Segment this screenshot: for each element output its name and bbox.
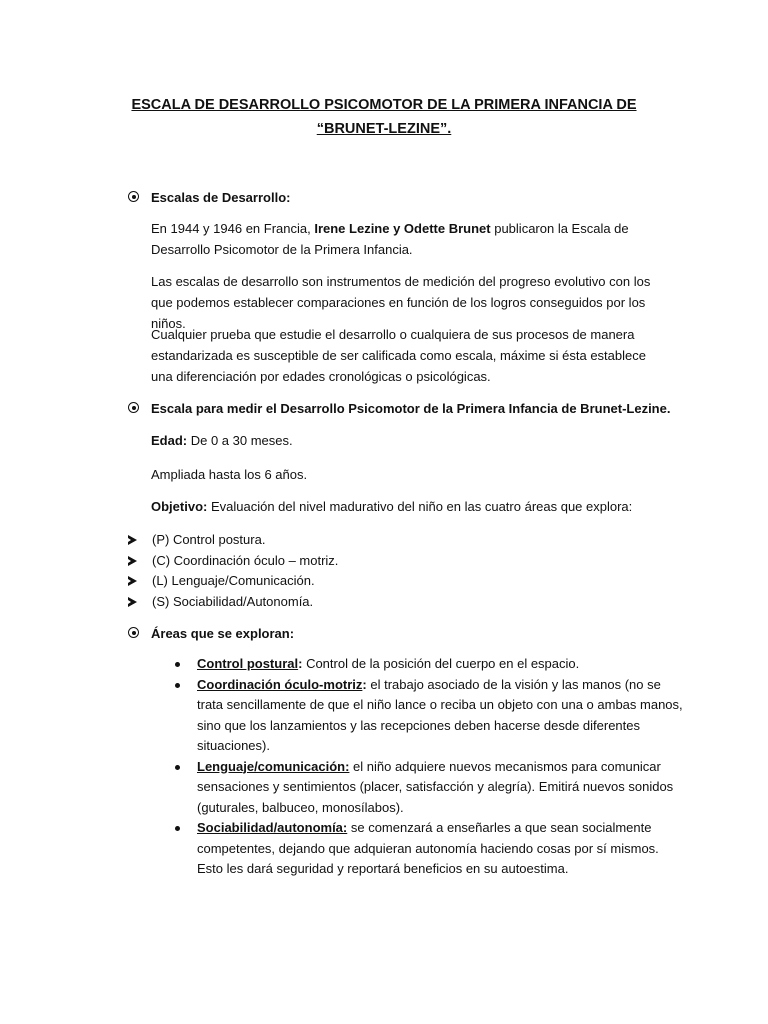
- term-description: el niño adquiere nuevos mecanismos para comunicar sensaciones y sentimientos (placer, satisfacción y alegría). Emitirá nuevos sonidos (guturales, balbuceo, monosílabos).: [197, 758, 674, 815]
- edad-label: Edad:: [151, 433, 188, 448]
- paragraph-definition: Las escalas de desarrollo son instrumentos de medición del progreso evolutivo con los que podemos establecer comparaciones en función de los logros conseguidos por los niños.: [151, 274, 651, 331]
- radio-bullet-icon: [128, 191, 139, 202]
- section-brunet-heading: [128, 398, 708, 419]
- term-label: Lenguaje/comunicación:: [197, 758, 350, 774]
- list-item-text: (L) Lenguaje/Comunicación.: [152, 573, 315, 588]
- objetivo-value: Evaluación del nivel madurativo del niño en las cuatro áreas que explora:: [207, 499, 633, 514]
- document-title: [0, 93, 768, 141]
- arrow-bullet-icon: [128, 597, 137, 607]
- paragraph-history: [151, 218, 671, 260]
- bullet-dot-icon: [175, 662, 180, 667]
- list-item: [128, 551, 338, 572]
- bullet-dot-icon: [175, 765, 180, 770]
- authors-text: Irene Lezine y Odette Brunet: [314, 221, 491, 236]
- list-item: [128, 530, 338, 551]
- term-description: el trabajo asociado de la visión y las manos (no se trata sencillamente de que el niño lance o reciba un objeto con una o ambas manos, sino que los lanzamientos y las recepciones deben hacerse desde diferentes situaciones).: [197, 676, 683, 753]
- paragraph-text: publicaron la Escala de Desarrollo Psicomotor de la Primera Infancia.: [151, 221, 629, 257]
- bullet-dot-icon: [175, 683, 180, 688]
- list-item: [175, 757, 685, 819]
- section-heading: Escalas de Desarrollo:: [151, 190, 291, 205]
- section-heading: Escala para medir el Desarrollo Psicomotor de la Primera Infancia de Brunet-Lezine.: [151, 401, 671, 416]
- section-areas-heading: [128, 623, 708, 644]
- title-line-1: ESCALA DE DESARROLLO PSICOMOTOR DE LA PRIMERA INFANCIA DE: [131, 97, 637, 113]
- objetivo-label: Objetivo:: [151, 499, 208, 514]
- areas-detail-list: [175, 654, 685, 880]
- radio-bullet-icon: [128, 402, 139, 413]
- arrow-bullet-icon: [128, 535, 137, 545]
- ampliada-line: Ampliada hasta los 6 años.: [151, 467, 308, 482]
- bullet-dot-icon: [175, 826, 180, 831]
- term-description: Control de la posición del cuerpo en el espacio.: [302, 656, 580, 671]
- paragraph-text: En 1944 y 1946 en Francia,: [151, 221, 315, 236]
- edad-line: [151, 430, 671, 451]
- arrow-bullet-icon: [128, 556, 137, 566]
- list-item-text: (S) Sociabilidad/Autonomía.: [152, 593, 314, 609]
- list-item-text: (P) Control postura.: [152, 532, 266, 547]
- arrow-bullet-icon: [128, 576, 137, 586]
- title-line-2: “BRUNET-LEZINE”.: [316, 121, 452, 137]
- list-item: [128, 571, 338, 592]
- term-description: se comenzará a enseñarles a que sean socialmente competentes, dejando que adquieran autonomía haciendo cosas por sí mismos. Esto les dará seguridad y reportará beneficios en su autoestima.: [197, 820, 659, 876]
- section-heading: Áreas que se exploran:: [151, 626, 295, 641]
- section-escalas-heading: [128, 187, 708, 208]
- list-item-text: (C) Coordinación óculo – motriz.: [152, 552, 339, 568]
- paragraph-scale: Cualquier prueba que estudie el desarrollo o cualquiera de sus procesos de manera estandarizada es susceptible de ser calificada como escala, máxime si ésta establece una diferenciación por edades cronológicas o psicológicas.: [151, 327, 646, 384]
- term-label: Control postural: [197, 656, 299, 671]
- radio-bullet-icon: [128, 627, 139, 638]
- edad-value: De 0 a 30 meses.: [187, 433, 293, 448]
- term-label: Coordinación óculo-motriz: [197, 676, 363, 692]
- term-label: Sociabilidad/autonomía:: [197, 820, 348, 835]
- list-item: [128, 592, 338, 613]
- term-separator: :: [298, 656, 303, 671]
- list-item: [175, 654, 685, 675]
- term-separator: :: [362, 676, 367, 692]
- objetivo-line: [151, 496, 671, 517]
- list-item: [175, 818, 685, 880]
- list-item: [175, 675, 685, 757]
- areas-list: [128, 530, 338, 612]
